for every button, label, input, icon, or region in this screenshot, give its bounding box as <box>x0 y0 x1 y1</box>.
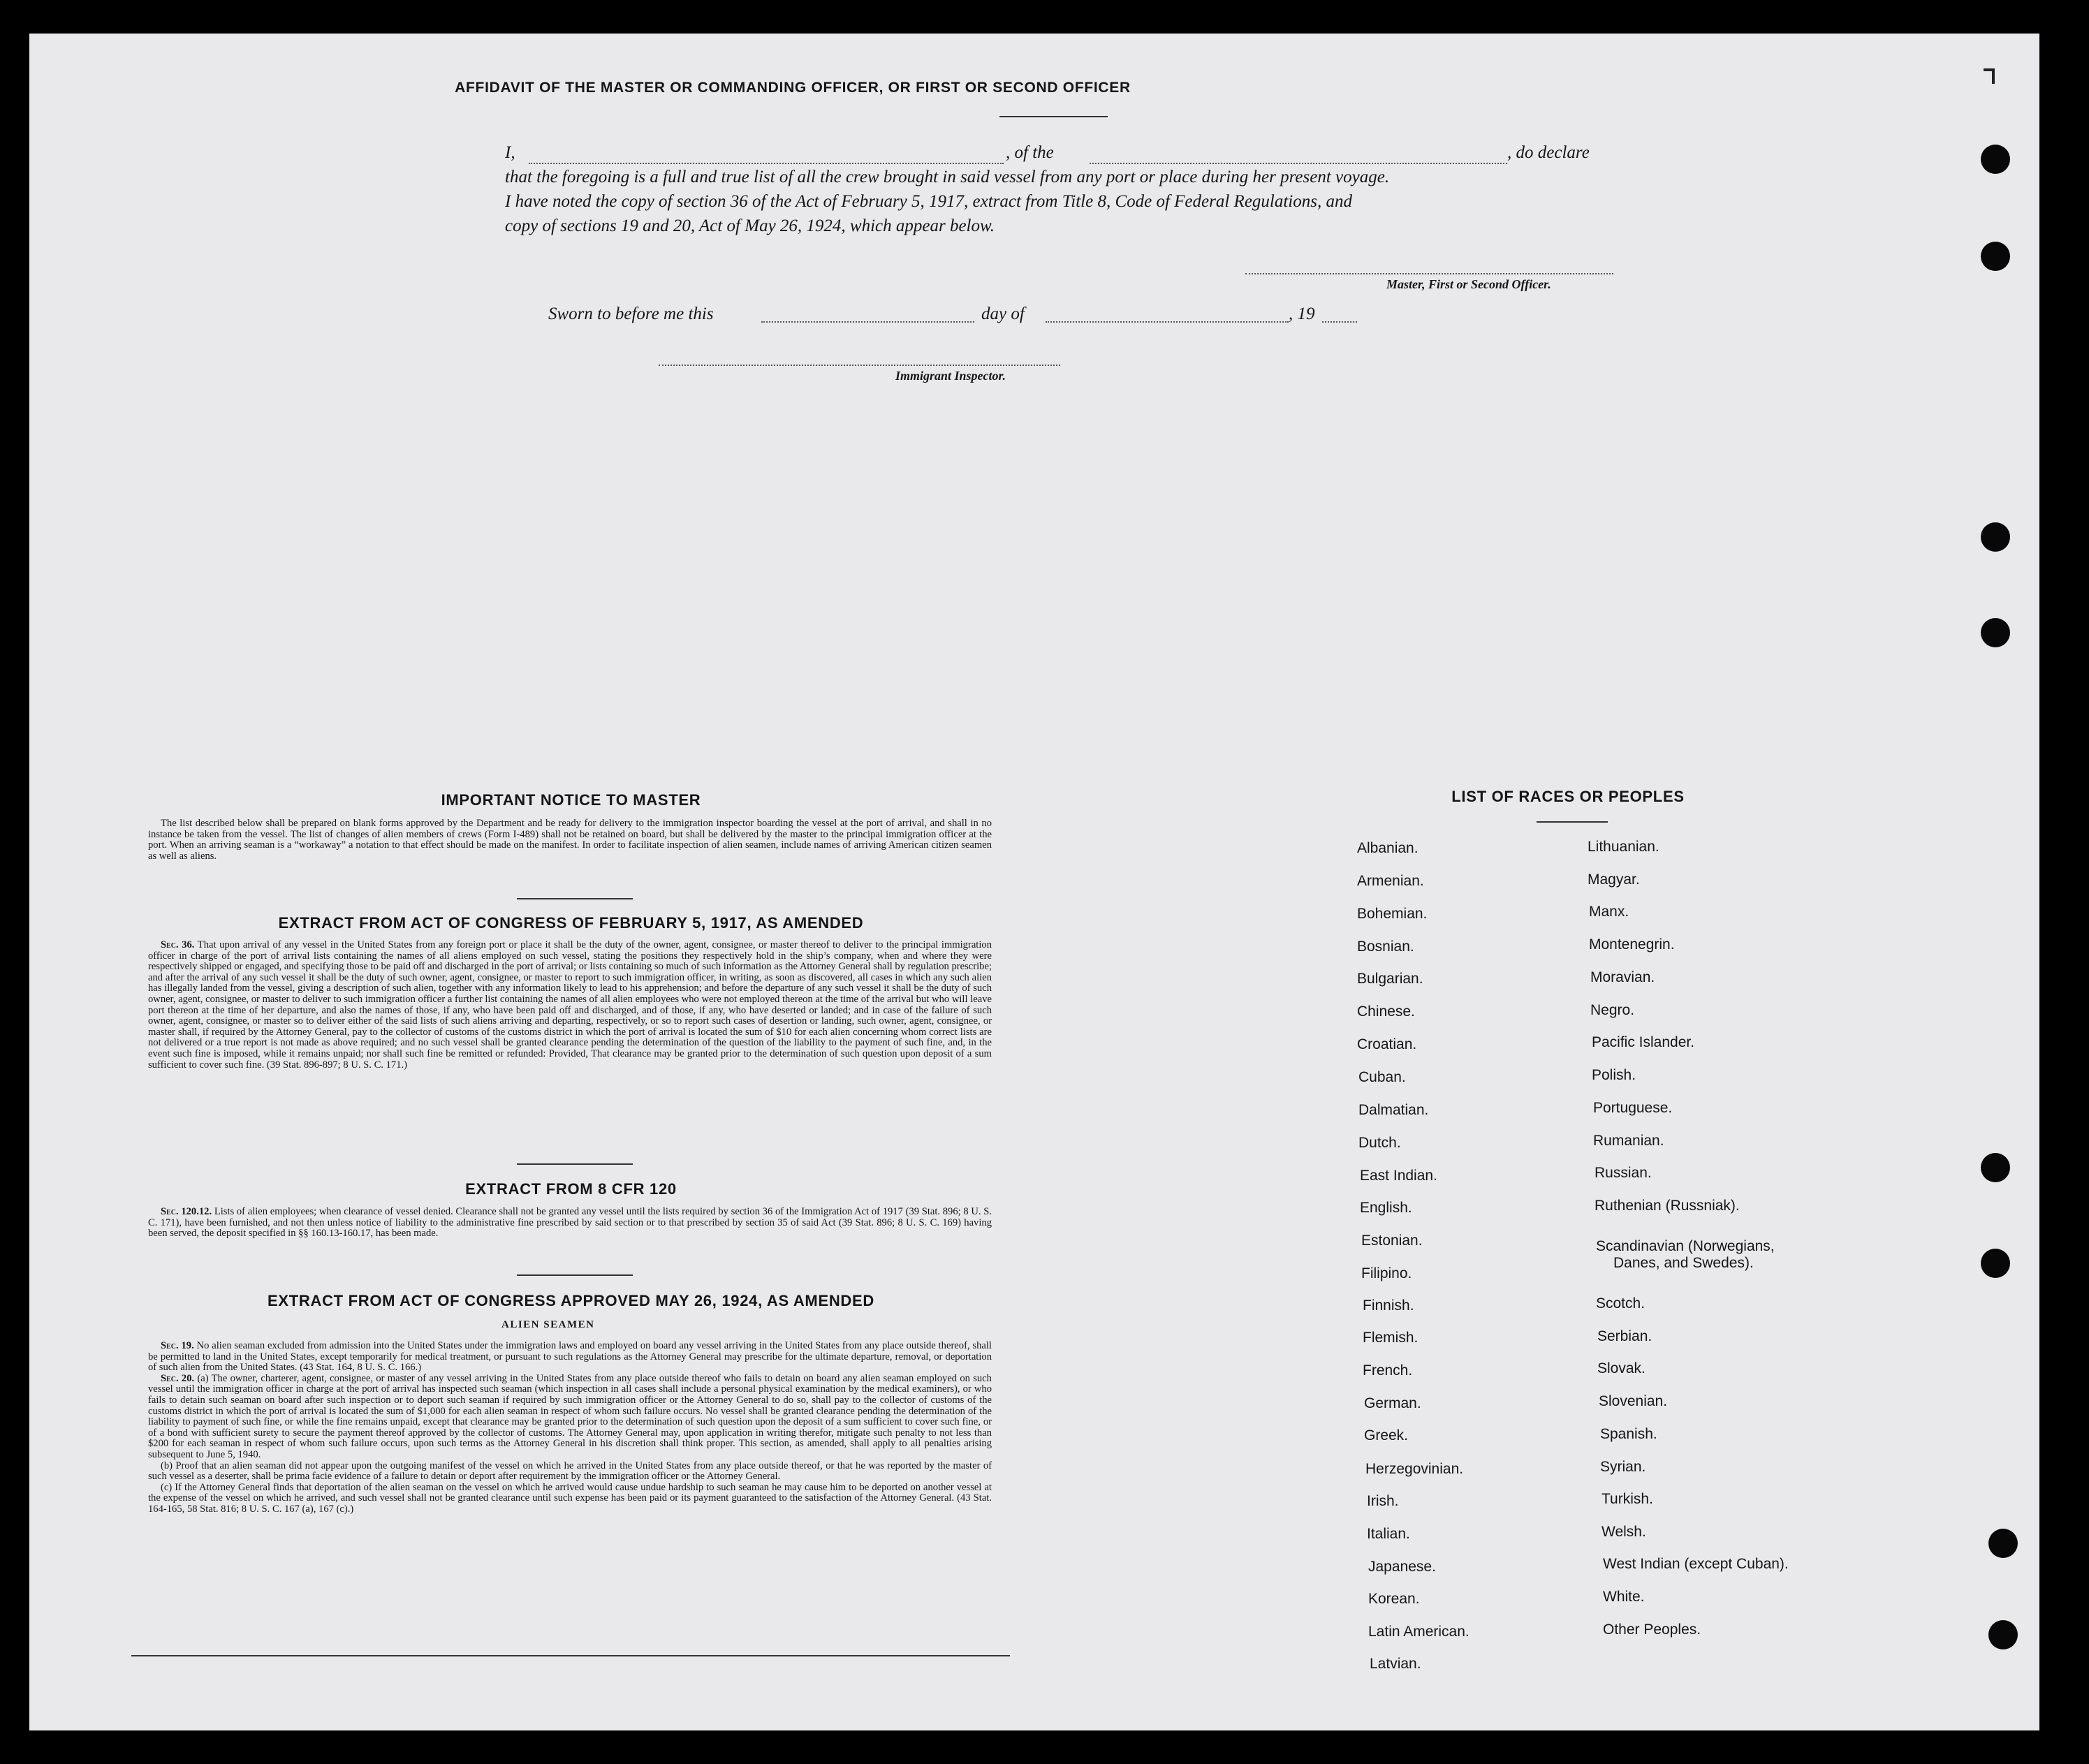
race-item: Estonian. <box>1361 1233 1423 1249</box>
extract-1924-text <box>148 1341 992 1515</box>
race-item: Spanish. <box>1600 1426 1657 1442</box>
race-item: Bohemian. <box>1357 906 1428 922</box>
race-item: Armenian. <box>1357 873 1424 889</box>
extract-cfr-title: EXTRACT FROM 8 CFR 120 <box>465 1180 677 1198</box>
extract-1924-title: EXTRACT FROM ACT OF CONGRESS APPROVED MAY 26, 1924, AS AMENDED <box>267 1292 874 1309</box>
race-item: Montenegrin. <box>1589 936 1675 953</box>
affidavit-body-line-1: that the foregoing is a full and true list of all the crew brought in said vessel from any port or place during her present voyage. <box>505 168 1390 186</box>
race-item: Croatian. <box>1357 1036 1417 1052</box>
bottom-rule <box>131 1655 1010 1656</box>
race-item: Chinese. <box>1357 1004 1415 1020</box>
race-item: West Indian (except Cuban). <box>1603 1556 1789 1572</box>
day-of-label: day of <box>981 304 1025 323</box>
race-item: Syrian. <box>1600 1459 1646 1475</box>
race-item: Danes, and Swedes). <box>1613 1255 1754 1271</box>
race-item: Latvian. <box>1370 1656 1421 1672</box>
race-item: Italian. <box>1367 1526 1410 1542</box>
race-item: Ruthenian (Russniak). <box>1595 1198 1740 1214</box>
sec-120-text: Lists of alien employees; when clearance of vessel denied. Clearance shall not be granted any vessel until the lists required by section 36 of the Immigration Act of 1917 (39 Stat. 896; 8 U. S. C. 171), have been furnished, and not then unless notice of liability to the administrative fine prescribed by said section or to that prescribed by section 35 of said Act (39 Stat. 896; 8 U. S. C. 169) having been served, the deposit specified in §§ 160.13-160.17, has been made. <box>148 1206 992 1240</box>
name-blank[interactable] <box>529 163 1004 164</box>
year-prefix: , 19 <box>1289 304 1315 323</box>
notice-title: IMPORTANT NOTICE TO MASTER <box>441 791 701 809</box>
sworn-year-blank[interactable] <box>1322 321 1357 323</box>
race-item: Bosnian. <box>1357 939 1414 955</box>
section-divider <box>517 1274 633 1276</box>
race-item: Negro. <box>1590 1002 1635 1018</box>
race-item: Japanese. <box>1368 1559 1436 1575</box>
binder-hole <box>1981 242 2010 271</box>
sec-36-label: Sec. 36. <box>161 939 195 950</box>
section-divider <box>517 898 633 899</box>
inspector-label: Immigrant Inspector. <box>895 369 1006 383</box>
race-item: Scandinavian (Norwegians, <box>1596 1238 1775 1254</box>
binder-hole <box>1988 1529 2018 1558</box>
binder-hole <box>1981 618 2010 647</box>
race-item: Greek. <box>1364 1427 1409 1443</box>
inspector-signature-line[interactable] <box>659 365 1060 366</box>
binder-hole <box>1981 145 2010 174</box>
notice-paragraph: The list described below shall be prepared on blank forms approved by the Department and be ready for delivery to the immigration inspector boarding the vessel at the port of arrival, and shall in no instance be taken from the vessel. The list of changes of alien members of crews (Form I-489) shall not be retained on board, but shall be delivered by the master to the principal immigration officer at the port. When an arriving seaman is a “workaway” a notation to that effect should be made on the manifest. In order to facilitate inspection of alien seamen, include names of arriving American citizen seamen as well as aliens. <box>148 818 992 862</box>
race-item: Filipino. <box>1361 1265 1412 1281</box>
affidavit-of-the: , of the <box>1006 143 1054 162</box>
binder-hole <box>1988 1620 2018 1649</box>
race-item: Manx. <box>1589 904 1629 920</box>
sec-20c-text: (c) If the Attorney General finds that deportation of the alien seaman on the vessel on which he arrived would cause undue hardship to such seaman he may cause him to be deported on another vessel at the expense of the vessel on which he arrived, and such vessel shall not be granted clearance until such expense has been paid or its payment guaranteed to the satisfaction of the Attorney General. (43 Stat. 164-165, 58 Stat. 816; 8 U. S. C. 167 (a), 167 (c).) <box>148 1481 992 1515</box>
affidavit-i: I, <box>505 143 515 162</box>
race-item: Slovenian. <box>1599 1393 1668 1409</box>
race-item: Welsh. <box>1601 1524 1646 1540</box>
sec-120-label: Sec. 120.12. <box>161 1206 212 1217</box>
extract-1917-title: EXTRACT FROM ACT OF CONGRESS OF FEBRUARY 5, 1917, AS AMENDED <box>278 914 864 932</box>
binder-hole <box>1981 522 2010 552</box>
sec-20a-text: (a) The owner, charterer, agent, consignee, or master of any vessel arriving in the United States from any place outside thereof who fails to detain on board any alien seaman employed on such vessel until the immigration officer in charge at the port of arrival has inspected such seaman (which inspection in all cases shall include a personal physical examination by the medical examiners), or who fails to detain such seaman on board after such inspection or to deport such seaman if required by such immigration officer or the Attorney General to do so, shall pay to the collector of customs of the customs district in which the port of arrival is located the sum of $1,000 for each alien seaman in respect of whom such failure occurs. No vessel shall be granted clearance pending the determination of the liability to payment of such fine, or while the fine remains unpaid, except that clearance may be granted prior to the determination of such question upon the deposit of a sum sufficient to cover such fine, or of a bond with sufficient surety to secure the payment thereof approved by the collector of customs. The Attorney General may, upon application in writing therefor, mitigate such penalty to not less than $200 for each seaman in respect of whom such failure occurs, upon such terms as the Attorney General in his discretion shall think proper. This section, as amended, shall apply to all penalties arising subsequent to June 5, 1940. <box>148 1372 992 1460</box>
page-corner-mark <box>1984 68 1995 84</box>
race-item: Slovak. <box>1597 1360 1645 1376</box>
master-signature-label: Master, First or Second Officer. <box>1386 277 1551 291</box>
race-item: Herzegovinian. <box>1365 1461 1464 1477</box>
race-item: White. <box>1603 1589 1645 1605</box>
extract-cfr-text <box>148 1207 992 1240</box>
races-title-rule <box>1537 821 1608 823</box>
race-item: Finnish. <box>1363 1298 1414 1314</box>
race-item: Flemish. <box>1363 1330 1419 1346</box>
title-rule <box>999 116 1108 117</box>
race-item: German. <box>1364 1395 1421 1411</box>
sec-20b-text: (b) Proof that an alien seaman did not appear upon the outgoing manifest of the vessel on which he arrived in the United States from any place outside thereof, or that he was reported by the master of such vessel as a deserter, shall be prima facie evidence of a failure to detain or deport after requirement by the immigration officer or the Attorney General. <box>148 1460 992 1483</box>
race-item: Cuban. <box>1358 1069 1406 1085</box>
race-item: Dalmatian. <box>1358 1102 1429 1118</box>
race-item: Korean. <box>1368 1591 1420 1607</box>
affidavit-body-line-3: copy of sections 19 and 20, Act of May 26, 1924, which appear below. <box>505 216 995 235</box>
race-item: French. <box>1363 1362 1413 1379</box>
race-item: East Indian. <box>1360 1168 1437 1184</box>
section-divider <box>517 1163 633 1165</box>
affidavit-declare: , do declare <box>1507 143 1590 162</box>
race-item: Portuguese. <box>1593 1100 1673 1116</box>
races-title: LIST OF RACES OR PEOPLES <box>1451 788 1685 805</box>
race-item: Other Peoples. <box>1603 1622 1701 1638</box>
race-item: Polish. <box>1592 1067 1636 1083</box>
race-item: Russian. <box>1595 1165 1652 1181</box>
race-item: Moravian. <box>1590 969 1655 985</box>
notice-text <box>148 818 992 862</box>
race-item: Bulgarian. <box>1357 971 1423 987</box>
affidavit-title: AFFIDAVIT OF THE MASTER OR COMMANDING OFFICER, OR FIRST OR SECOND OFFICER <box>455 80 1131 96</box>
binder-hole <box>1981 1249 2010 1278</box>
race-item: Magyar. <box>1588 872 1640 888</box>
binder-hole <box>1981 1153 2010 1182</box>
race-item: Scotch. <box>1596 1295 1645 1311</box>
affidavit-body-line-2: I have noted the copy of section 36 of the Act of February 5, 1917, extract from Title 8, Code of Federal Regulations, and <box>505 192 1352 211</box>
race-item: Pacific Islander. <box>1592 1034 1695 1050</box>
race-item: Albanian. <box>1357 840 1419 856</box>
race-item: Latin American. <box>1368 1624 1469 1640</box>
sec-19-text: No alien seaman excluded from admission into the United States under the immigration laws and employed on board any vessel arriving in the United States from any place outside thereof, shall be permitted to land in the United States, except temporarily for medical treatment, or pursuant to such regulations as the Attorney General may prescribe for the ultimate departure, removal, or deportation of such alien from the United States. (43 Stat. 164, 8 U. S. C. 166.) <box>148 1340 992 1374</box>
extract-1917-text <box>148 940 992 1071</box>
sec-20-label: Sec. 20. <box>161 1372 195 1384</box>
master-signature-line[interactable] <box>1245 273 1613 274</box>
race-item: Irish. <box>1367 1493 1399 1509</box>
sworn-day-blank[interactable] <box>761 321 974 323</box>
alien-seamen-subtitle: ALIEN SEAMEN <box>501 1319 595 1330</box>
race-item: Rumanian. <box>1593 1133 1664 1149</box>
race-item: Turkish. <box>1601 1491 1653 1507</box>
sworn-month-blank[interactable] <box>1046 321 1289 323</box>
sec-36-text: That upon arrival of any vessel in the United States from any foreign port or place it shall be the duty of the owner, agent, consignee, or master thereof to deliver to the principal immigration officer in charge of the port of arrival lists containing the names of all aliens employed on such vessel, stating the positions they respectively hold in the ship’s company, when and where they were respectively shipped or engaged, and specifying those to be paid off and discharged in the port of arrival; or lists containing so much of such information as the Attorney General shall by regulation prescribe; and after the arrival of any such vessel it shall be the duty of such owner, agent, consignee, or master to report to such immigration officer, in writing, as soon as discovered, all cases in which any such alien has illegally landed from the vessel, giving a description of such alien, together with any information likely to lead to his apprehension; and before the departure of any such vessel it shall be the duty of such owner, agent, consignee, or master to deliver to such immigration officer a further list containing the names of all alien employees who were not employed thereon at the time of the arrival but who will leave port thereon at the time of her departure, and also the names of those, if any, who have been paid off and discharged, and of those, if any, who have deserted or landed; and in case of the failure of such owner, agent, consignee, or master so to deliver either of the said lists of such aliens arriving and departing, respectively, or so to report such cases of desertion or landing, such owner, agent, consignee, or master shall, if required by the Attorney General, pay to the collector of customs of the customs district in which the port of arrival is located the sum of $10 for each alien concerning whom correct lists are not delivered or a true report is not made as above required; and no such vessel shall be granted clearance pending the determination of the question of the liability to the payment of such fine, and, in the event such fine is imposed, while it remains unpaid; nor shall such fine be remitted or refunded: Provided, That clearance may be granted prior to the determination of such question upon deposit of a sum sufficient to cover such fine. (39 Stat. 896-897; 8 U. S. C. 171.) <box>148 939 992 1071</box>
sworn-before-label: Sworn to before me this <box>548 304 714 323</box>
race-item: English. <box>1360 1200 1412 1216</box>
race-item: Lithuanian. <box>1588 839 1659 855</box>
vessel-blank[interactable] <box>1090 163 1507 164</box>
sec-19-label: Sec. 19. <box>161 1340 194 1351</box>
race-item: Dutch. <box>1358 1135 1401 1151</box>
race-item: Serbian. <box>1597 1328 1652 1344</box>
